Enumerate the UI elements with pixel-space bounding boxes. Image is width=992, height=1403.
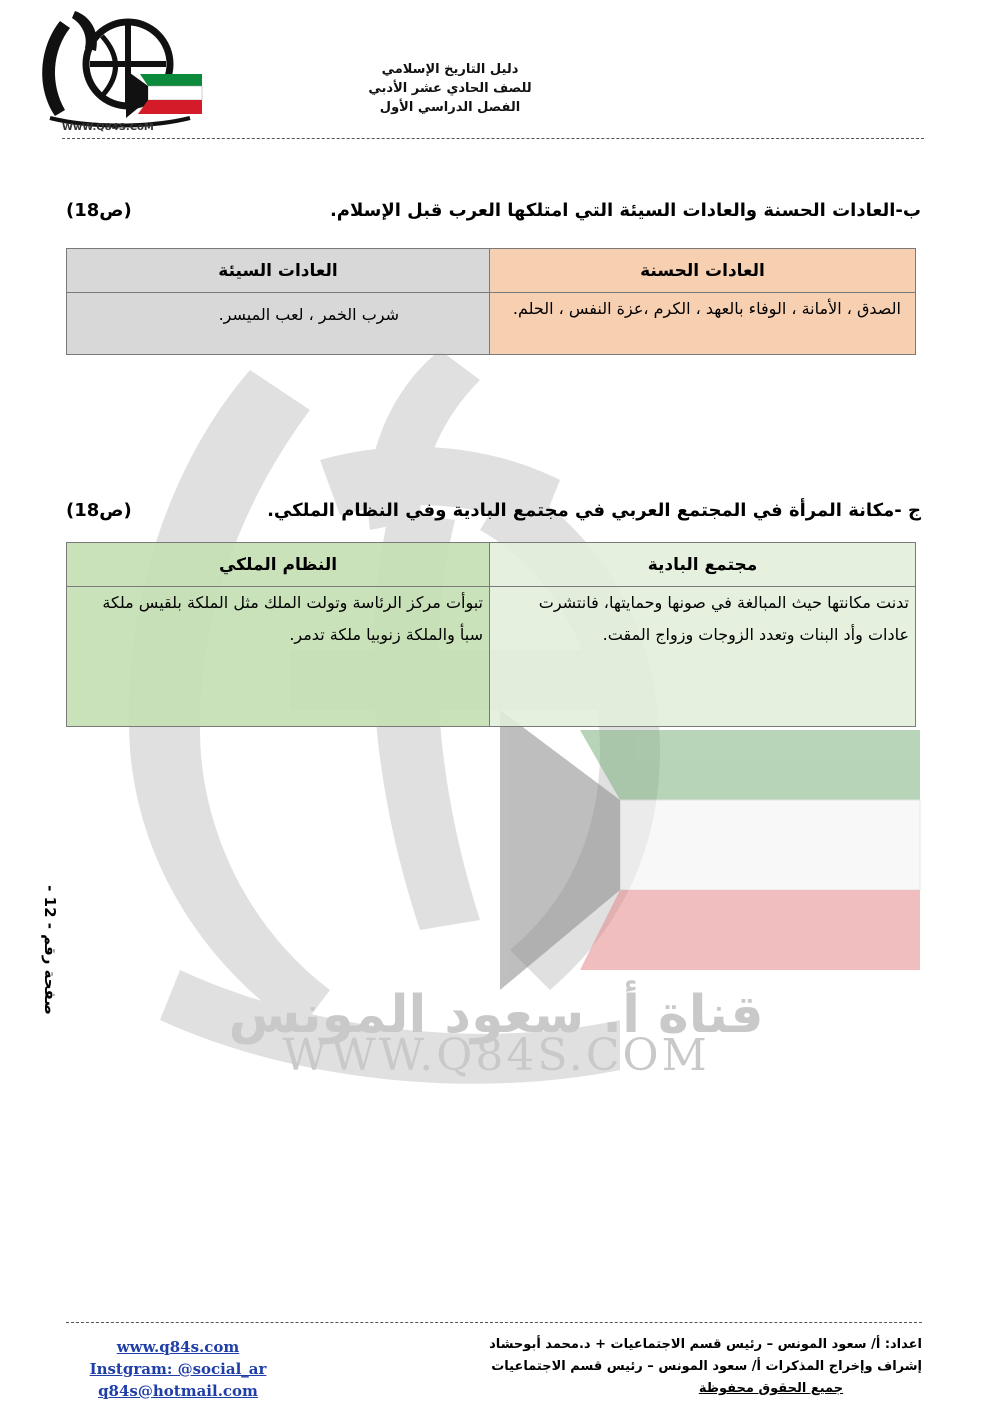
page-number-label: صفحة رقم - 12 - (41, 885, 59, 1015)
good-habits-header: العادات الحسنة (490, 249, 916, 293)
good-habits-cell: الصدق ، الأمانة ، الوفاء بالعهد ، الكرم ،عزة النفس ، الحلم. (490, 293, 916, 355)
table-header-row (67, 249, 916, 293)
logo-url-text: WwW.Q84S.CoM (62, 122, 154, 133)
table-header-row (67, 543, 916, 587)
q84s-logo (30, 6, 210, 136)
header-title-subject: دليل التاريخ الإسلامي (381, 62, 519, 77)
header-divider (62, 138, 924, 139)
credit-supervision: إشراف وإخراج المذكرات أ/ سعود المونس – رئيس قسم الاجتماعيات (491, 1359, 922, 1374)
website-link[interactable]: www.q84s.com (116, 1338, 240, 1356)
footer-credits (420, 1334, 922, 1400)
rights-reserved: جميع الحقوق محفوظة (698, 1381, 844, 1396)
bad-habits-header: العادات السيئة (67, 249, 490, 293)
table-row (67, 293, 916, 355)
section-c-heading (66, 500, 921, 521)
header-title-semester: الفصل الدراسي الأول (379, 100, 521, 115)
footer-links (78, 1336, 278, 1402)
email-link[interactable]: q84s@hotmail.com (98, 1382, 258, 1400)
footer-divider (66, 1322, 922, 1323)
table-row (67, 587, 916, 727)
desert-society-cell: تدنت مكانتها حيث المبالغة في صونها وحمايتها، فانتشرت عادات وأد البنات وتعدد الزوجات وزواج المقت. (490, 587, 916, 727)
instagram-link[interactable]: Instgram: @social_ar (89, 1360, 267, 1378)
watermark-url-text: WWW.Q84S.COM (282, 1030, 710, 1081)
desert-society-header: مجتمع البادية (490, 543, 916, 587)
section-b-page-ref: (ص18) (66, 200, 132, 221)
section-b-heading (66, 200, 921, 221)
habits-table (66, 248, 916, 355)
royal-system-header: النظام الملكي (67, 543, 490, 587)
header-title-grade: للصف الحادي عشر الأدبي (368, 81, 532, 96)
watermark-channel-text: قناة أ. سعود المونس (228, 985, 764, 1045)
document-header (340, 60, 560, 117)
woman-status-table (66, 542, 916, 727)
credit-preparation: اعداد: أ/ سعود المونس – رئيس قسم الاجتماعيات + د.محمد أبوحشاد (489, 1337, 922, 1352)
section-c-title: ج -مكانة المرأة في المجتمع العربي في مجتمع البادية وفي النظام الملكي. (267, 500, 921, 521)
side-page-number (30, 880, 70, 1020)
section-b-title: ب-العادات الحسنة والعادات السيئة التي امتلكها العرب قبل الإسلام. (329, 200, 921, 221)
section-c-page-ref: (ص18) (66, 500, 132, 521)
royal-system-cell: تبوأت مركز الرئاسة وتولت الملك مثل الملكة بلقيس ملكة سبأ والملكة زنوبيا ملكة تدمر. (67, 587, 490, 727)
bad-habits-cell: شرب الخمر ، لعب الميسر. (67, 293, 490, 355)
